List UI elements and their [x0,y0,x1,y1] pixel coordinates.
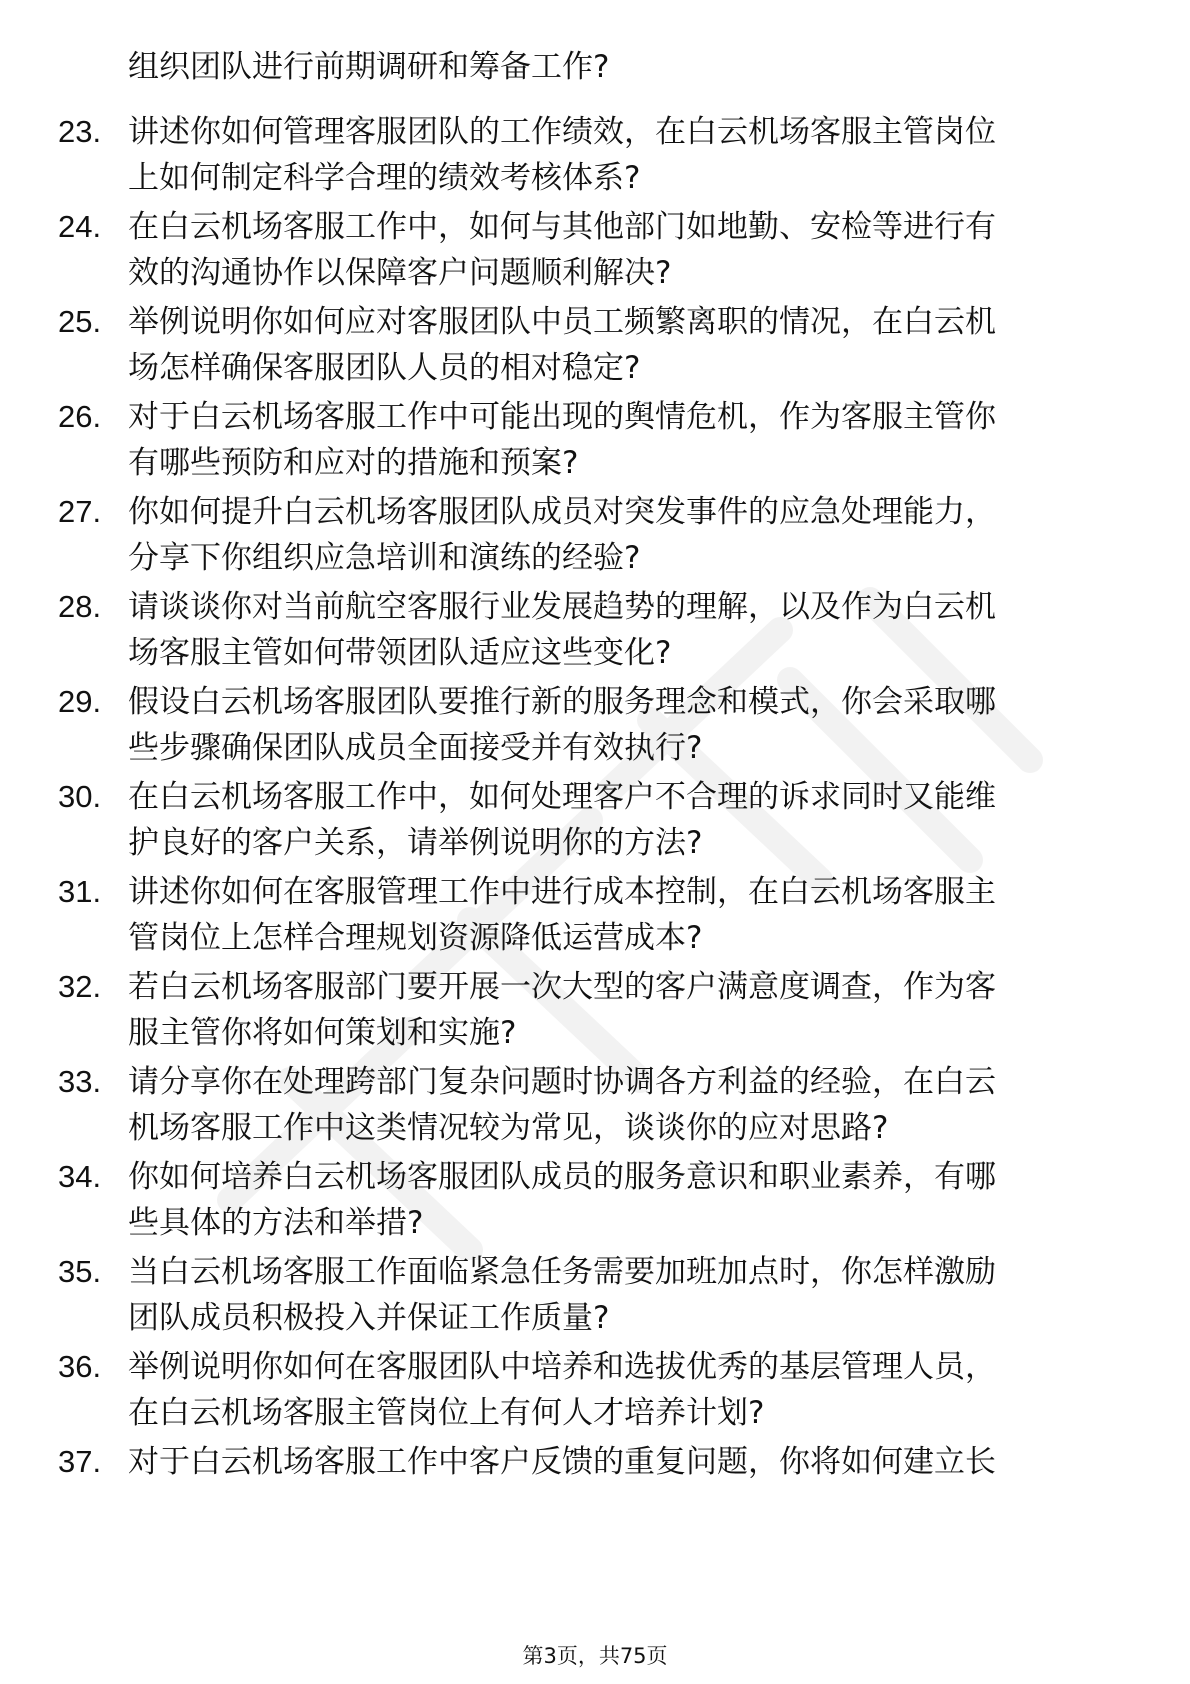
item-number: 28. [58,589,102,624]
item-text-line1: 举例说明你如何应对客服团队中员工频繁离职的情况，在白云机 [128,304,996,340]
item-text-line1: 讲述你如何在客服管理工作中进行成本控制，在白云机场客服主 [128,874,996,910]
item-number: 35. [58,1254,102,1289]
item-text-line1: 在白云机场客服工作中，如何处理客户不合理的诉求同时又能维 [128,779,996,815]
page-number-footer: 第3页，共75页 [522,1644,668,1668]
item-text-line1: 假设白云机场客服团队要推行新的服务理念和模式，你会采取哪 [128,684,996,720]
item-text-line1: 讲述你如何管理客服团队的工作绩效，在白云机场客服主管岗位 [128,114,996,150]
item-text-line1: 你如何提升白云机场客服团队成员对突发事件的应急处理能力， [128,494,996,530]
item-number: 27. [58,494,102,529]
item-text-line2: 分享下你组织应急培训和演练的经验? [128,540,641,576]
item-number: 24. [58,209,102,244]
item-text-line2: 有哪些预防和应对的措施和预案? [128,445,579,481]
item-text-line1: 请谈谈你对当前航空客服行业发展趋势的理解，以及作为白云机 [128,589,996,625]
item-text-line2: 场怎样确保客服团队人员的相对稳定? [128,350,641,386]
item-number: 37. [58,1444,102,1479]
item-text-line2: 场客服主管如何带领团队适应这些变化? [128,635,672,671]
item-text-line1: 若白云机场客服部门要开展一次大型的客户满意度调查，作为客 [128,969,996,1005]
item-text-line1: 你如何培养白云机场客服团队成员的服务意识和职业素养，有哪 [128,1159,996,1195]
item-number: 33. [58,1064,102,1099]
item-text-line2: 机场客服工作中这类情况较为常见，谈谈你的应对思路? [128,1110,889,1146]
item-text-line2: 服主管你将如何策划和实施? [128,1015,517,1051]
item-number: 31. [58,874,102,909]
item-text-line2: 上如何制定科学合理的绩效考核体系? [128,160,641,196]
item-text-line1: 当白云机场客服工作面临紧急任务需要加班加点时，你怎样激励 [128,1254,996,1290]
item-text-line2: 些具体的方法和举措? [128,1205,424,1241]
item-text-line2: 些步骤确保团队成员全面接受并有效执行? [128,730,703,766]
item-text-line1: 举例说明你如何在客服团队中培养和选拔优秀的基层管理人员， [128,1349,996,1385]
item-text-line2: 管岗位上怎样合理规划资源降低运营成本? [128,920,703,956]
item-text-line2: 在白云机场客服主管岗位上有何人才培养计划? [128,1395,765,1431]
item-number: 36. [58,1349,102,1384]
item-number: 29. [58,684,102,719]
item-number: 30. [58,779,102,814]
item-text-line1: 对于白云机场客服工作中可能出现的舆情危机，作为客服主管你 [128,399,996,435]
item-text-line2: 效的沟通协作以保障客户问题顺利解决? [128,255,672,291]
item-text-line1: 在白云机场客服工作中，如何与其他部门如地勤、安检等进行有 [128,209,996,245]
item-text-line1: 请分享你在处理跨部门复杂问题时协调各方利益的经验，在白云 [128,1064,996,1100]
item-text-line1: 对于白云机场客服工作中客户反馈的重复问题，你将如何建立长 [128,1444,996,1480]
item-number: 25. [58,304,102,339]
item-text-line2: 团队成员积极投入并保证工作质量? [128,1300,610,1336]
item-number: 23. [58,114,102,149]
item-text: 组织团队进行前期调研和筹备工作? [128,49,610,85]
item-number: 32. [58,969,102,1004]
item-text-line2: 护良好的客户关系，请举例说明你的方法? [128,825,703,861]
item-number: 26. [58,399,102,434]
item-number: 34. [58,1159,102,1194]
